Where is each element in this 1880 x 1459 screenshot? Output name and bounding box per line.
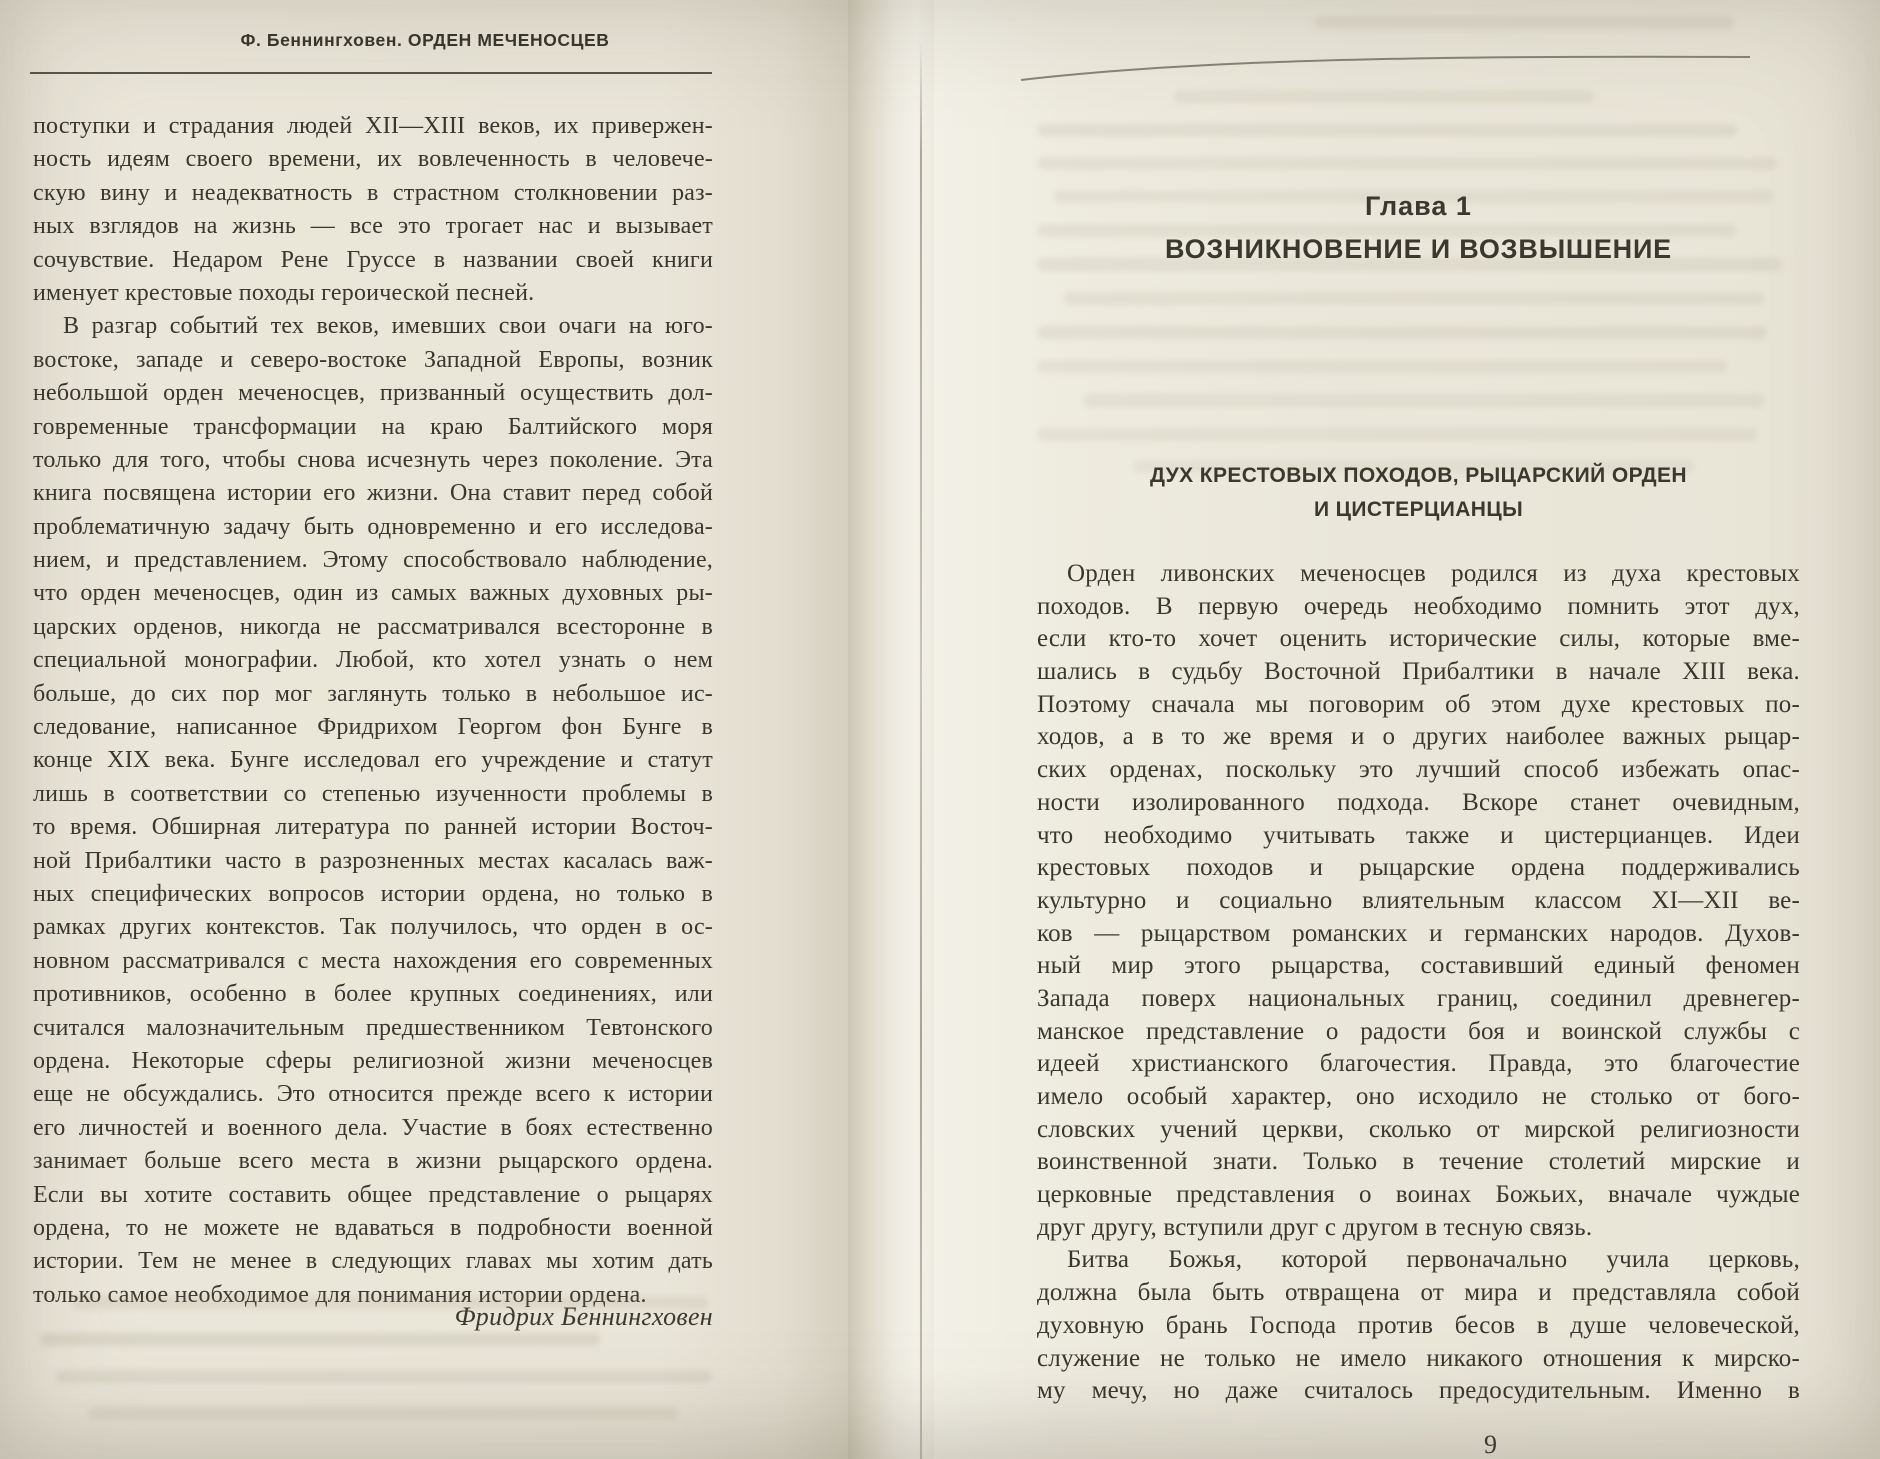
text-line: ность идеям своего времени, их вовлеченность в человече- bbox=[33, 146, 713, 173]
text-line: имело особый характер, оно исходило не столько от бого- bbox=[1037, 1083, 1800, 1110]
text-line: следование, написанное Фридрихом Георгом фон Бунге в bbox=[33, 714, 713, 741]
page-number: 9 bbox=[1484, 1430, 1497, 1459]
text-line: Если вы хотите составить общее представление о рыцарях bbox=[33, 1181, 713, 1208]
showthrough-line bbox=[1037, 326, 1767, 339]
showthrough-line bbox=[1174, 90, 1594, 103]
header-rule-curved bbox=[1018, 50, 1754, 84]
showthrough-line bbox=[1314, 16, 1734, 29]
text-line: только для того, чтобы снова исчезнуть через поколение. Эта bbox=[33, 446, 713, 473]
text-line: ных взглядов на жизнь — все это трогает нас и вызывает bbox=[33, 213, 713, 240]
text-line: специальной монографии. Любой, кто хотел узнать о нем bbox=[33, 647, 713, 674]
text-line: Поэтому сначала мы поговорим об этом духе крестовых по- bbox=[1037, 690, 1800, 718]
text-line: Орден ливонских меченосцев родился из духа крестовых bbox=[1067, 560, 1800, 587]
text-line: друг другу, вступили друг с другом в тесную связь. bbox=[1037, 1213, 1593, 1241]
text-line: шались в судьбу Восточной Прибалтики в начале XIII века. bbox=[1037, 658, 1800, 686]
text-line: В разгар событий тех веков, имевших свои очаги на юго- bbox=[63, 313, 713, 340]
showthrough-line bbox=[1037, 428, 1757, 441]
text-line: манское представление о радости боя и воинской службы с bbox=[1037, 1017, 1800, 1045]
text-line: новном рассматривался с места нахождения его современных bbox=[33, 947, 713, 974]
text-line: рамках других контекстов. Так получилось, что орден в ос- bbox=[33, 914, 713, 941]
text-line: противников, особенно в более крупных соединениях, или bbox=[33, 981, 713, 1008]
text-line: проблематичную задачу быть одновременно и его исследова- bbox=[33, 513, 713, 540]
text-line: что орден меченосцев, один из самых важных духовных ры- bbox=[33, 580, 713, 607]
text-line: если кто-то хочет оценить исторические силы, которые вме- bbox=[1037, 625, 1800, 653]
text-line: что необходимо учитывать также и цистерцианцев. Идеи bbox=[1037, 821, 1800, 849]
text-line: идеей христианского благочестия. Правда, это благочестие bbox=[1037, 1050, 1800, 1078]
showthrough-line bbox=[1037, 360, 1727, 373]
text-line: книга посвящена истории его жизни. Она ставит перед собой bbox=[33, 480, 713, 507]
text-line: му мечу, но даже считалось предосудительным. Именно в bbox=[1037, 1377, 1800, 1405]
showthrough-line bbox=[88, 1407, 678, 1420]
text-line: ный мир этого рыцарства, составивший единый феномен bbox=[1037, 952, 1800, 980]
showthrough-line bbox=[1064, 292, 1764, 305]
text-line: то время. Обширная литература по ранней истории Восточ- bbox=[33, 814, 713, 841]
text-line: именует крестовые походы героической песней. bbox=[33, 279, 535, 306]
section-title-line2: И ЦИСТЕРЦИАНЦЫ bbox=[1313, 498, 1524, 521]
text-line: еще не обсуждались. Это относится прежде всего к истории bbox=[33, 1081, 713, 1108]
text-line: сочувствие. Недаром Рене Груссе в названии своей книги bbox=[33, 246, 713, 273]
left-page bbox=[0, 0, 848, 1459]
text-line: воинственной знати. Только в течение столетий мирские и bbox=[1037, 1148, 1800, 1176]
text-line: небольшой орден меченосцев, призванный осуществить дол- bbox=[33, 380, 713, 407]
left-page-text bbox=[33, 110, 713, 1312]
chapter-label: Глава 1 bbox=[1365, 191, 1472, 221]
header-rule bbox=[30, 72, 712, 74]
text-line: служение не только не имело никакого отношения к мирско- bbox=[1037, 1344, 1800, 1372]
text-line: Битва Божья, которой первоначально учила церковь, bbox=[1067, 1246, 1800, 1274]
text-line: говременные трансформации на краю Балтийского моря bbox=[33, 413, 713, 440]
text-line: царских орденов, никогда не рассматривался всесторонне в bbox=[33, 613, 713, 640]
text-line: ков — рыцарством романских и германских народов. Духов- bbox=[1037, 919, 1800, 947]
text-line: занимает больше всего места в жизни рыцарского ордена. bbox=[33, 1148, 713, 1175]
showthrough-line bbox=[56, 1370, 712, 1383]
text-line: ских орденах, поскольку это лучший способ избежать опас- bbox=[1037, 756, 1800, 784]
text-line: нием, и представлением. Этому способствовало наблюдение, bbox=[33, 547, 713, 574]
text-line: походов. В первую очередь необходимо помнить этот дух, bbox=[1037, 592, 1800, 620]
text-line: Запада поверх национальных границ, соединил древнегер- bbox=[1037, 984, 1800, 1012]
text-line: больше, до сих пор мог заглянуть только в небольшое ис- bbox=[33, 680, 713, 707]
text-line: словских учений церкви, сколько от мирской религиозности bbox=[1037, 1115, 1800, 1143]
text-line: конце XIX века. Бунге исследовал его учреждение и статут bbox=[33, 747, 713, 774]
right-page-text bbox=[1037, 558, 1800, 1408]
showthrough-line bbox=[1037, 157, 1777, 170]
text-line: ных специфических вопросов истории ордена, но только в bbox=[33, 880, 713, 907]
text-line: скую вину и неадекватность в страстном столкновении раз- bbox=[33, 179, 713, 206]
text-line: ордена. Некоторые сферы религиозной жизни меченосцев bbox=[33, 1047, 713, 1074]
chapter-title: ВОЗНИКНОВЕНИЕ И ВОЗВЫШЕНИЕ bbox=[1165, 234, 1672, 264]
showthrough-line bbox=[1037, 124, 1737, 137]
text-line: ной Прибалтики часто в разрозненных местах касалась важ- bbox=[33, 847, 713, 874]
text-line: востоке, западе и северо-востоке Западной Европы, возник bbox=[33, 346, 713, 373]
text-line: должна была быть отвращена от мира и представляла собой bbox=[1037, 1279, 1800, 1307]
page-edge bbox=[920, 40, 922, 1459]
text-line: его личностей и военного дела. Участие в боях естественно bbox=[33, 1114, 713, 1141]
section-title-line1: ДУХ КРЕСТОВЫХ ПОХОДОВ, РЫЦАРСКИЙ ОРДЕН bbox=[1150, 464, 1687, 487]
text-line: ордена, то не можете не вдаваться в подробности военной bbox=[33, 1214, 713, 1241]
text-line: духовную брань Господа против бесов в душе человеческой, bbox=[1037, 1311, 1800, 1339]
text-line: культурно и социально влиятельным классом XI—XII ве- bbox=[1037, 886, 1800, 914]
right-page bbox=[934, 0, 1880, 1459]
showthrough-line bbox=[1084, 394, 1764, 407]
text-line: ности изолированного подхода. Вскоре станет очевидным, bbox=[1037, 788, 1800, 816]
author-signature: Фридрих Беннингховен bbox=[454, 1302, 713, 1331]
text-line: лишь в соответствии со степенью изученности проблемы в bbox=[33, 780, 713, 807]
text-line: крестовых походов и рыцарские ордена поддерживались bbox=[1037, 854, 1800, 882]
text-line: считался малозначительным предшественником Тевтонского bbox=[33, 1014, 713, 1041]
text-line: церковные представления о воинах Божьих, вначале чуждые bbox=[1037, 1181, 1800, 1209]
book-gutter bbox=[848, 0, 934, 1459]
running-header: Ф. Беннингховен. ОРДЕН МЕЧЕНОСЦЕВ bbox=[240, 30, 610, 50]
text-line: истории. Тем не менее в следующих главах мы хотим дать bbox=[33, 1248, 713, 1275]
text-line: поступки и страдания людей XII—XIII веков, их привержен- bbox=[33, 113, 713, 139]
text-line: только самое необходимое для понимания истории ордена. bbox=[33, 1281, 647, 1308]
showthrough-line bbox=[40, 1333, 600, 1346]
text-line: ходов, а в то же время и о других наиболее важных рыцар- bbox=[1037, 723, 1800, 751]
